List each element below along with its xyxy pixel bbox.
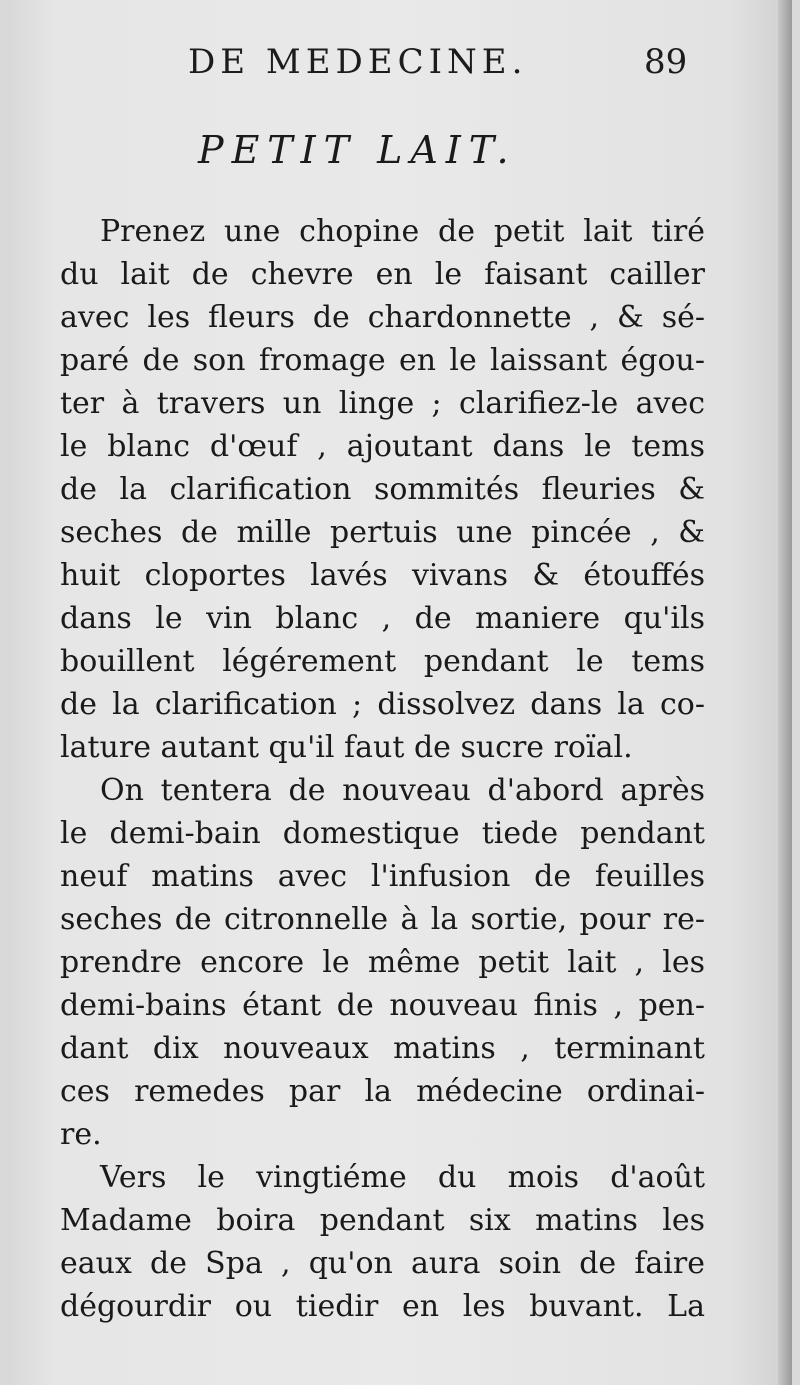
text-line: seches de citronnelle à la sortie, pour re- <box>60 902 705 937</box>
text-line: dans le vin blanc , de maniere qu'ils <box>60 601 705 636</box>
text-line: prendre encore le même petit lait , les <box>60 945 705 980</box>
body-text <box>60 210 705 1328</box>
text-line: du lait de chevre en le faisant cailler <box>60 257 705 292</box>
text-line: de la clarification ; dissolvez dans la co- <box>60 687 705 722</box>
page-edge-shadow <box>778 0 792 1385</box>
text-line: le blanc d'œuf , ajoutant dans le tems <box>60 429 705 464</box>
text-line: Madame boira pendant six matins les <box>60 1203 705 1238</box>
text-line: le demi-bain domestique tiede pendant <box>60 816 705 851</box>
text-line: neuf matins avec l'infusion de feuilles <box>60 859 705 894</box>
text-line: huit cloportes lavés vivans & étouffés <box>60 558 705 593</box>
text-line: bouillent légérement pendant le tems <box>60 644 705 679</box>
page-number: 89 <box>644 42 688 82</box>
text-line: lature autant qu'il faut de sucre roïal. <box>60 730 633 765</box>
text-line: seches de mille pertuis une pincée , & <box>60 515 705 550</box>
paragraph-3 <box>60 1156 705 1328</box>
text-line: demi-bains étant de nouveau finis , pen- <box>60 988 705 1023</box>
paragraph-1 <box>60 210 705 769</box>
text-line: avec les fleurs de chardonnette , & sé- <box>60 300 705 335</box>
book-page <box>8 0 792 1385</box>
text-line: eaux de Spa , qu'on aura soin de faire <box>60 1246 705 1281</box>
text-line: ces remedes par la médecine ordinai- <box>60 1074 705 1109</box>
text-line: ter à travers un linge ; clarifiez-le avec <box>60 386 705 421</box>
text-line: dant dix nouveaux matins , terminant <box>60 1031 705 1066</box>
text-line: Vers le vingtiéme du mois d'août <box>100 1160 705 1195</box>
section-title: PETIT LAIT. <box>198 128 517 172</box>
text-line: paré de son fromage en le laissant égou- <box>60 343 705 378</box>
text-line: Prenez une chopine de petit lait tiré <box>100 214 705 249</box>
running-head: DE MEDECINE. <box>188 42 528 82</box>
page-header <box>8 42 792 92</box>
text-line: de la clarification sommités fleuries & <box>60 472 705 507</box>
text-line: On tentera de nouveau d'abord après <box>100 773 705 808</box>
text-line: re. <box>60 1117 102 1152</box>
text-line: dégourdir ou tiedir en les buvant. La <box>60 1289 705 1324</box>
paragraph-2 <box>60 769 705 1156</box>
